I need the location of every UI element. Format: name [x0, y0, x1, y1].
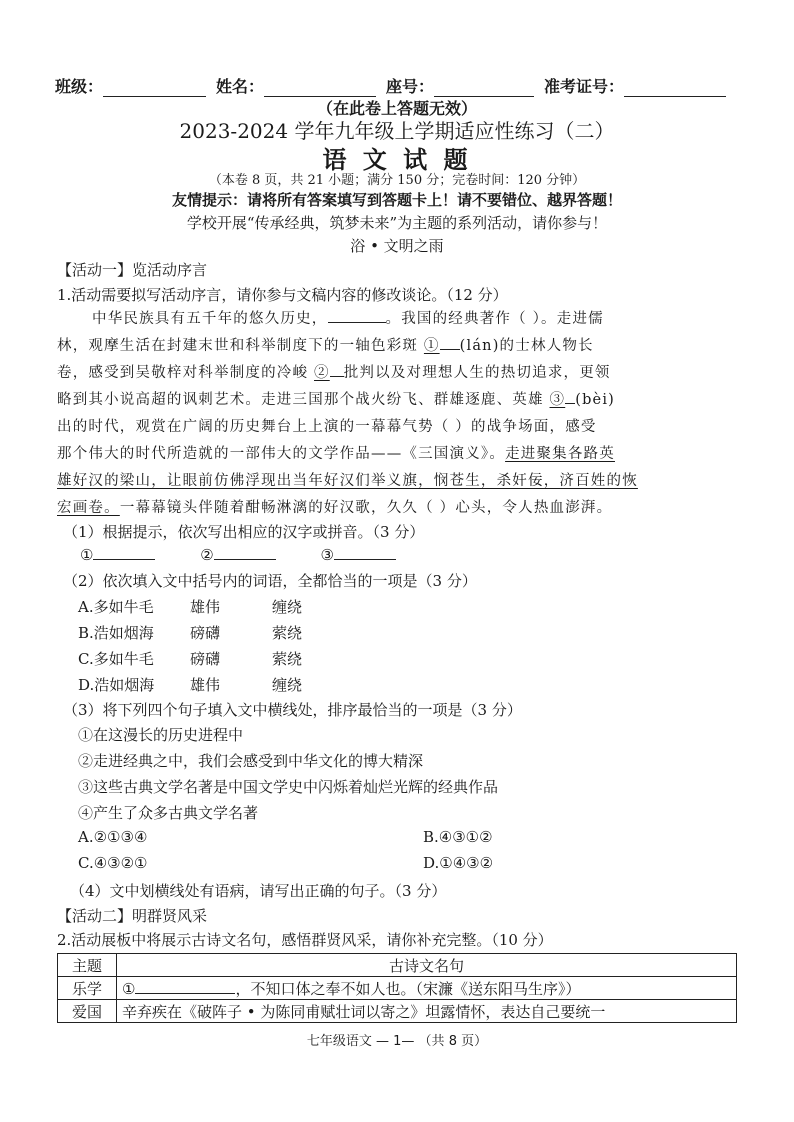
answer-blank-2[interactable] — [214, 545, 276, 560]
option-word: 缠绕 — [272, 676, 303, 694]
sentence-1: ①在这漫长的历史进程中 — [78, 726, 244, 744]
blank-1[interactable]: ① — [423, 338, 440, 354]
order-option-b[interactable]: B.④③①② — [423, 828, 493, 846]
answer-blank-1[interactable] — [93, 545, 155, 560]
passage-line-6 — [57, 441, 734, 468]
passage-line-4 — [57, 387, 734, 414]
option-b[interactable] — [78, 622, 734, 643]
order-option-a[interactable]: A.②①③④ — [78, 828, 148, 846]
option-a[interactable] — [78, 596, 734, 617]
passage-text: (lán)的士林人物长 — [459, 338, 594, 354]
option-word: D.浩如烟海 — [78, 676, 155, 694]
passage-text: 卷，感受到吴敬梓对科举制度的冷峻 — [57, 365, 309, 381]
answer-blank-3[interactable] — [334, 545, 396, 560]
option-word: 磅礴 — [190, 624, 221, 642]
passage-text: 林，观摩生活在封建末世和科举制度下的一轴色彩斑 — [57, 338, 419, 354]
mark-3: ③ — [320, 546, 334, 564]
activity1-title: 【活动一】览活动序言 — [57, 261, 208, 279]
option-c[interactable] — [78, 648, 734, 669]
sentence-3: ③这些古典文学名著是中国文学史中闪烁着灿烂光辉的经典作品 — [78, 778, 499, 796]
poem-blank-1[interactable] — [135, 979, 235, 994]
option-word: 缠绕 — [272, 598, 303, 616]
passage-text: 一幕幕镜头伴随着酣畅淋漓的好汉歌，久久（ ）心头，令人热血澎湃。 — [119, 500, 613, 516]
blank-3[interactable]: ③ — [549, 392, 566, 408]
option-word: 萦绕 — [272, 650, 303, 668]
blank-2[interactable]: ② — [314, 365, 330, 381]
question-2: 2.活动展板中将展示古诗文名句，感悟群贤风采，请你补充完整。（10 分） — [57, 931, 553, 949]
sub-question-4: （4）文中划横线处有语病，请写出正确的句子。（3 分） — [70, 882, 447, 900]
sub-question-2: （2）依次填入文中括号内的词语，全都恰当的一项是（3 分） — [63, 572, 477, 590]
seat-field[interactable] — [386, 74, 534, 97]
exam-number-field[interactable] — [544, 74, 726, 97]
seat-label: 座号： — [386, 77, 435, 96]
row-content-2: 辛弃疾在《破阵子 • 为陈同甫赋壮词以寄之》坦露情怀，表达自己要统一 — [117, 1000, 737, 1023]
option-word: 萦绕 — [272, 624, 303, 642]
option-word: A.多如牛毛 — [78, 598, 154, 616]
sub-question-1: （1）根据提示，依次写出相应的汉字或拼音。（3 分） — [63, 523, 425, 541]
option-word: C.多如牛毛 — [78, 650, 154, 668]
option-d[interactable] — [78, 674, 734, 695]
passage-line-1 — [92, 306, 734, 333]
sentence-2: ②走进经典之中，我们会感受到中华文化的博大精深 — [78, 752, 424, 770]
row-theme-2: 爱国 — [58, 1000, 117, 1023]
passage-text: 略到其小说高超的讽刺艺术。走进三国那个战火纷飞、群雄逐鹿、英雄 — [57, 392, 544, 408]
table-header-row — [58, 954, 737, 977]
student-info-header — [55, 74, 734, 97]
passage-line-8 — [57, 495, 734, 522]
sub1-answer-blanks — [80, 545, 734, 564]
row-mark: ① — [122, 979, 136, 998]
sub-question-3: （3）将下列四个句子填入文中横线处，排序最恰当的一项是（3 分） — [63, 701, 522, 719]
sentence-4: ④产生了众多古典文学名著 — [78, 804, 259, 822]
order-option-c[interactable]: C.④③②① — [78, 854, 148, 872]
fill-blank[interactable] — [328, 308, 386, 323]
passage-text: 批判以及对理想人生的热切追求，更领 — [343, 365, 611, 381]
order-options-row-2 — [78, 854, 734, 872]
poetry-table — [57, 953, 737, 1023]
column-header-theme: 主题 — [58, 954, 117, 977]
page-footer: 七年级语文 — 1— （共 8 页） — [306, 1034, 488, 1049]
passage-text: 中华民族具有五千年的悠久历史， — [92, 311, 328, 327]
exam-number-label: 准考证号： — [544, 77, 625, 96]
passage-text: (bèi) — [575, 392, 616, 408]
option-word: 雄伟 — [190, 676, 221, 694]
name-field[interactable] — [216, 74, 376, 97]
order-option-d[interactable]: D.①④③② — [423, 854, 494, 872]
question-1: 1.活动需要拟写活动序言，请你参与文稿内容的修改谈论。（12 分） — [57, 286, 508, 304]
option-word: 磅礴 — [190, 650, 221, 668]
mark-1: ① — [80, 546, 94, 564]
row-text: ，不知口体之奉不如人也。（宋濂《送东阳马生序》） — [235, 979, 581, 998]
class-label: 班级： — [55, 77, 104, 96]
class-field[interactable] — [55, 74, 206, 97]
option-word: B.浩如烟海 — [78, 624, 154, 642]
row-theme-1: 乐学 — [58, 977, 117, 1000]
invalid-notice: （在此卷上答题无效） — [316, 99, 477, 118]
order-options-row-1 — [78, 828, 734, 846]
passage-line-5: 出的时代，观赏在广阔的历史舞台上上演的一幕幕气势（ ）的战争场面，感受 — [57, 419, 597, 435]
option-word: 雄伟 — [190, 598, 221, 616]
activity-intro: 学校开展“传承经典，筑梦未来”为主题的系列活动，请你参与！ — [186, 214, 608, 232]
passage-line-3 — [57, 360, 734, 387]
row-content-1 — [117, 977, 737, 1000]
name-label: 姓名： — [216, 77, 265, 96]
passage-text: 那个伟大的时代所造就的一部伟大的文学作品——《三国演义》。 — [57, 446, 506, 462]
mark-2: ② — [200, 546, 214, 564]
exam-title: 2023-2024 学年九年级上学期适应性练习（二） — [179, 119, 615, 143]
exam-info: （本卷 8 页，共 21 小题；满分 150 分；完卷时间：120 分钟） — [208, 173, 586, 188]
passage-line-2 — [57, 333, 734, 360]
underlined-sentence: 宏画卷。 — [57, 500, 120, 516]
table-row — [58, 1000, 737, 1023]
friendly-tip: 友情提示：请将所有答案填写到答题卡上！请不要错位、越界答题！ — [171, 191, 622, 209]
table-row — [58, 977, 737, 1000]
subject-title: 语 文 试 题 — [322, 146, 472, 174]
activity2-title: 【活动二】明群贤风采 — [57, 907, 208, 925]
column-header-lines: 古诗文名句 — [117, 954, 737, 977]
theme-heading: 浴 • 文明之雨 — [350, 237, 444, 255]
passage-text: 。我国的经典著作（ ）。走进儒 — [385, 311, 604, 327]
underlined-sentence: 走进聚集各路英 — [505, 446, 615, 462]
passage-line-7: 雄好汉的梁山，让眼前仿佛浮现出当年好汉们举义旗，悯苍生，杀奸佞，济百姓的恢 — [57, 473, 638, 489]
